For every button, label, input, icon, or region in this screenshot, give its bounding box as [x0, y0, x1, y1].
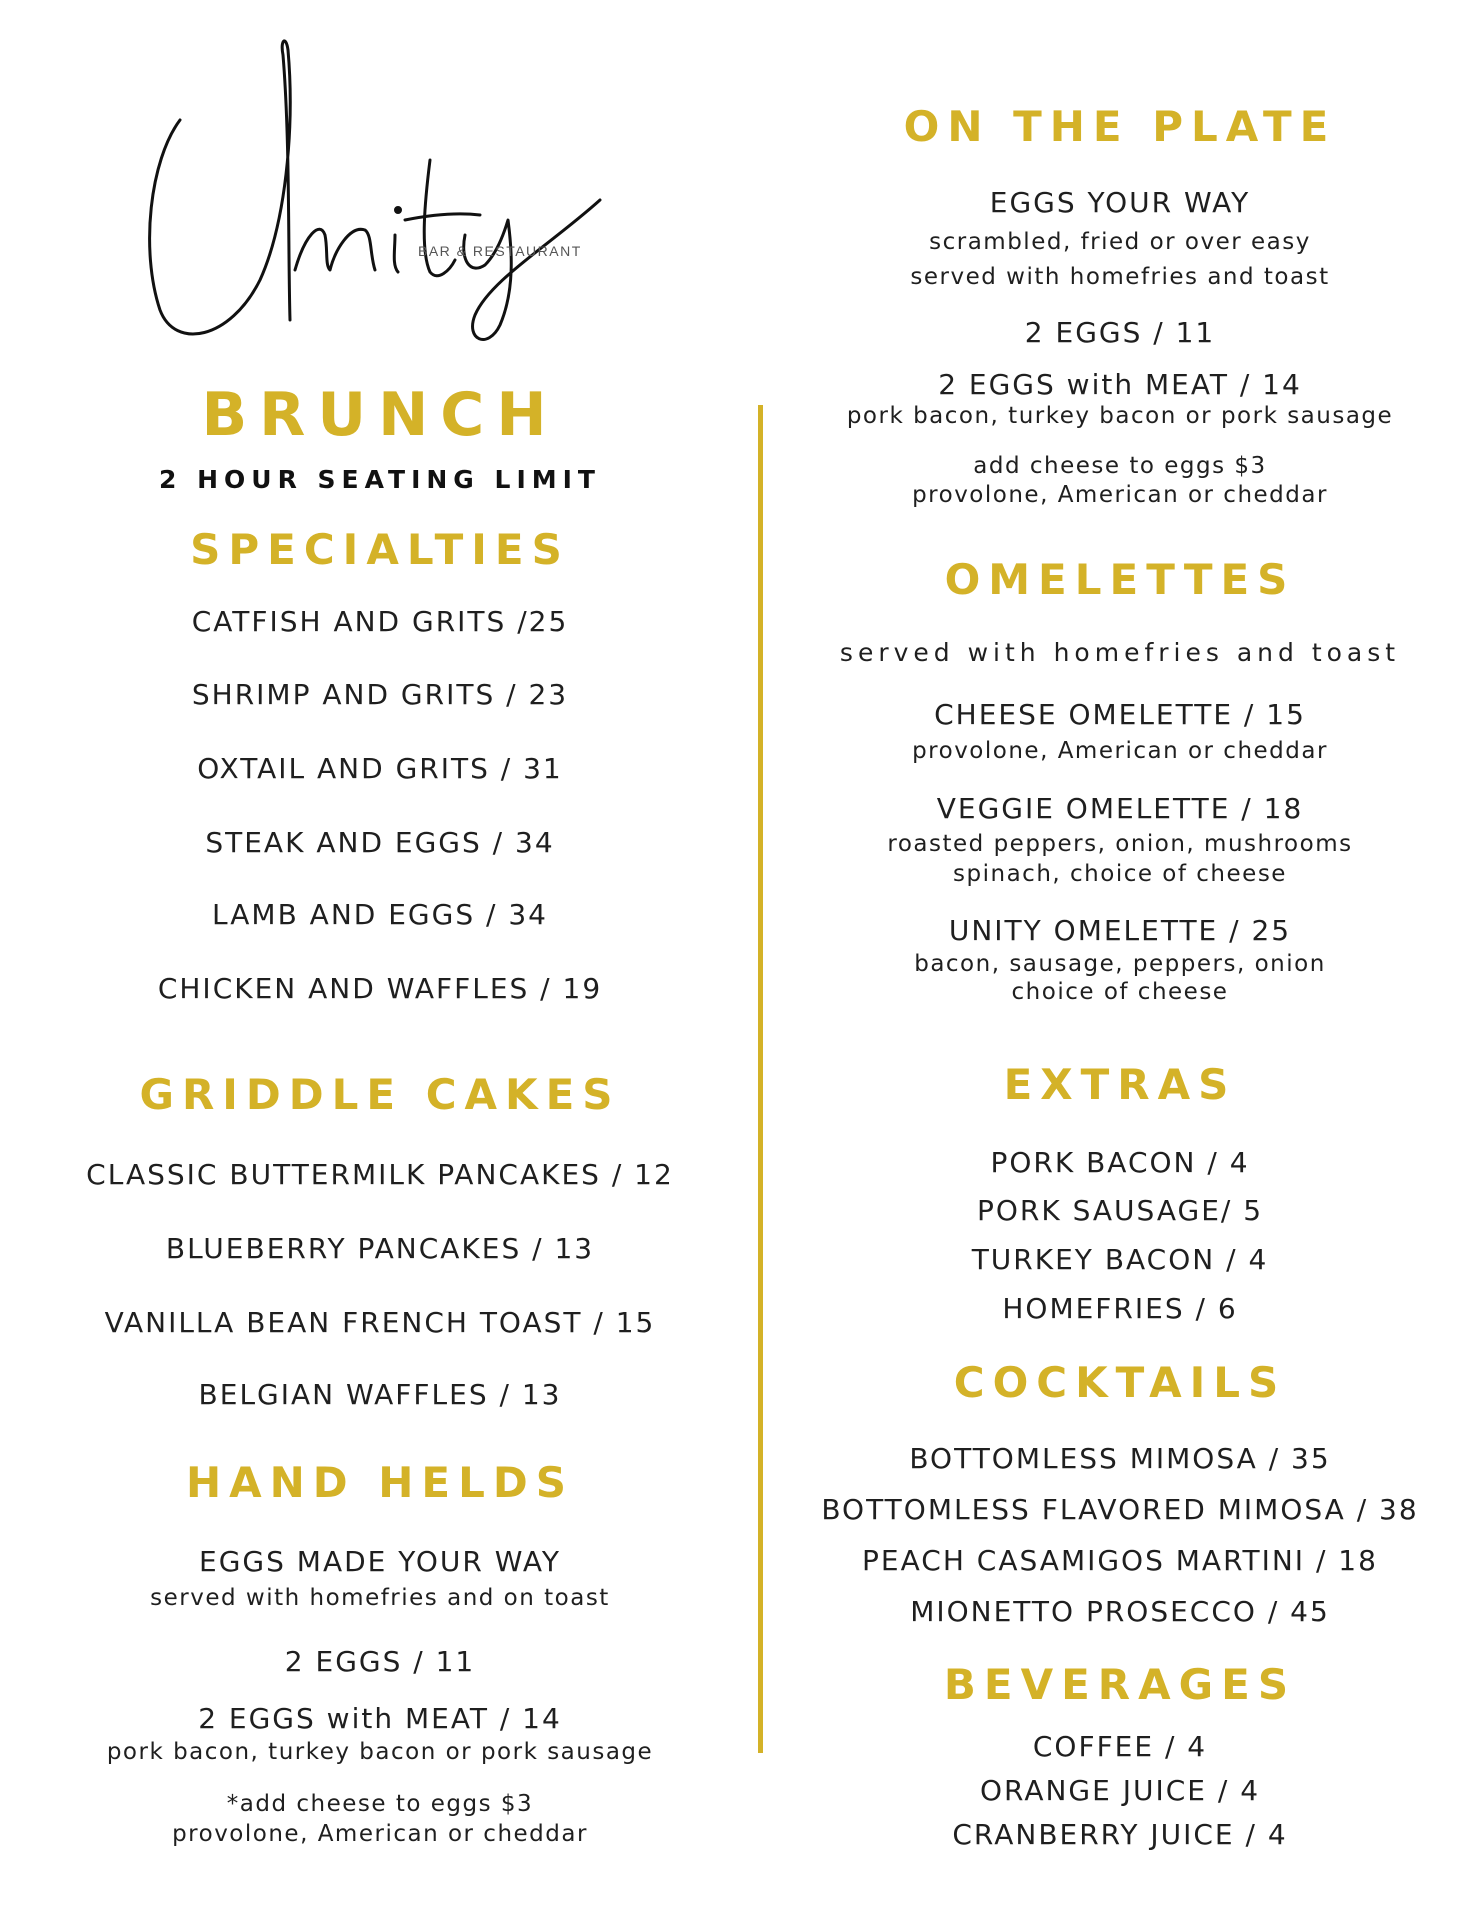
seating-limit: 2 HOUR SEATING LIMIT	[159, 465, 601, 494]
item-description: scrambled, fried or over easy	[929, 229, 1311, 255]
hand-helds-title: HAND HELDS	[185, 1458, 574, 1507]
menu-item: LAMB AND EGGS / 34	[212, 898, 548, 931]
menu-item: PEACH CASAMIGOS MARTINI / 18	[862, 1544, 1378, 1577]
omelettes-intro: served with homefries and toast	[839, 638, 1401, 667]
menu-item: EGGS YOUR WAY	[989, 186, 1251, 219]
cheese-options: provolone, American or cheddar	[912, 482, 1328, 508]
menu-item: BELGIAN WAFFLES / 13	[198, 1378, 562, 1411]
menu-item: STEAK AND EGGS / 34	[205, 826, 555, 859]
item-description: spinach, choice of cheese	[953, 861, 1287, 887]
menu-item: 2 EGGS / 11	[1024, 316, 1216, 349]
omelettes-title: OMELETTES	[944, 555, 1296, 604]
right-column	[790, 0, 1450, 1920]
cocktails-title: COCKTAILS	[953, 1358, 1287, 1407]
brunch-title: BRUNCH	[201, 380, 559, 450]
menu-item: PORK SAUSAGE/ 5	[976, 1194, 1264, 1227]
item-description: choice of cheese	[1011, 979, 1229, 1005]
on-the-plate-title: ON THE PLATE	[903, 102, 1337, 151]
menu-item: BOTTOMLESS FLAVORED MIMOSA / 38	[821, 1493, 1419, 1526]
beverages-title: BEVERAGES	[943, 1660, 1297, 1709]
menu-item: TURKEY BACON / 4	[971, 1243, 1269, 1276]
menu-item: BLUEBERRY PANCAKES / 13	[165, 1232, 595, 1265]
item-description: bacon, sausage, peppers, onion	[914, 951, 1326, 977]
menu-item: BOTTOMLESS MIMOSA / 35	[909, 1442, 1331, 1475]
griddle-cakes-title: GRIDDLE CAKES	[139, 1070, 621, 1119]
menu-item: CHICKEN AND WAFFLES / 19	[157, 972, 603, 1005]
extras-title: EXTRAS	[1003, 1060, 1237, 1109]
menu-item: CLASSIC BUTTERMILK PANCAKES / 12	[86, 1158, 674, 1191]
menu-item: 2 EGGS with MEAT / 14	[198, 1702, 562, 1735]
item-description: pork bacon, turkey bacon or pork sausage	[846, 403, 1394, 429]
menu-item: EGGS MADE YOUR WAY	[199, 1545, 561, 1578]
item-description: pork bacon, turkey bacon or pork sausage	[106, 1739, 654, 1765]
logo-tagline: BAR & RESTAURANT	[418, 243, 582, 259]
item-description: provolone, American or cheddar	[912, 738, 1328, 764]
menu-item: 2 EGGS with MEAT / 14	[938, 368, 1302, 401]
menu-item: VEGGIE OMELETTE / 18	[936, 792, 1304, 825]
menu-item: COFFEE / 4	[1032, 1730, 1208, 1763]
menu-item: SHRIMP AND GRITS / 23	[191, 678, 569, 711]
menu-item: MIONETTO PROSECCO / 45	[910, 1595, 1330, 1628]
left-column	[60, 0, 700, 1920]
item-description: roasted peppers, onion, mushrooms	[887, 831, 1353, 857]
menu-item: PORK BACON / 4	[990, 1146, 1250, 1179]
menu-item: ORANGE JUICE / 4	[979, 1774, 1261, 1807]
menu-item: CHEESE OMELETTE / 15	[934, 698, 1306, 731]
column-divider	[758, 405, 763, 1753]
menu-item: 2 EGGS / 11	[284, 1645, 476, 1678]
menu-item: UNITY OMELETTE / 25	[948, 914, 1292, 947]
specialties-title: SPECIALTIES	[190, 525, 570, 574]
cheese-options: provolone, American or cheddar	[172, 1821, 588, 1847]
item-description: served with homefries and on toast	[150, 1585, 610, 1611]
cheese-note: *add cheese to eggs $3	[226, 1791, 534, 1817]
item-description: served with homefries and toast	[910, 264, 1330, 290]
menu-item: OXTAIL AND GRITS / 31	[197, 752, 563, 785]
menu-item: VANILLA BEAN FRENCH TOAST / 15	[104, 1306, 656, 1339]
menu-item: HOMEFRIES / 6	[1002, 1292, 1238, 1325]
cheese-note: add cheese to eggs $3	[973, 453, 1267, 479]
menu-item: CRANBERRY JUICE / 4	[952, 1818, 1288, 1851]
menu-item: CATFISH AND GRITS /25	[191, 605, 569, 638]
